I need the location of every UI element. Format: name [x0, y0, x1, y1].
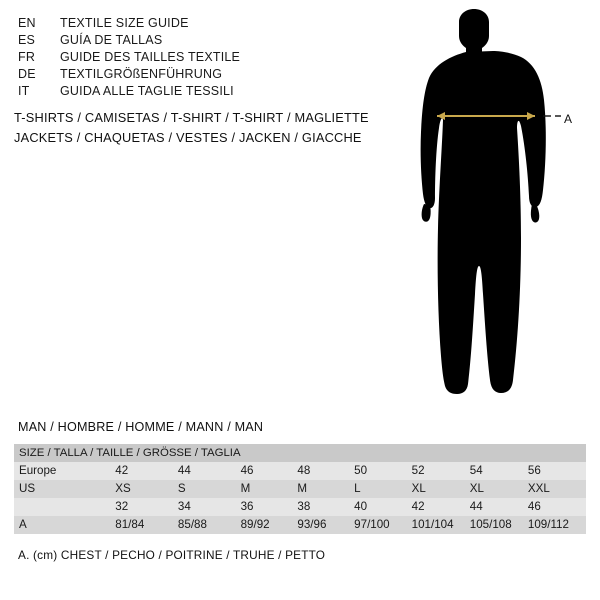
language-title: TEXTILE SIZE GUIDE	[60, 16, 189, 30]
cell: 52	[412, 462, 470, 480]
language-title: GUIDA ALLE TAGLIE TESSILI	[60, 84, 234, 98]
table-footnote: A. (cm) CHEST / PECHO / POITRINE / TRUHE / PETTO	[18, 548, 326, 562]
garment-category-list	[14, 110, 414, 150]
table-group-title: MAN / HOMBRE / HOMME / MANN / MAN	[18, 420, 264, 434]
cell: 101/104	[412, 516, 470, 534]
category-line-jackets: JACKETS / CHAQUETAS / VESTES / JACKEN / GIACCHE	[14, 130, 362, 145]
language-code: IT	[18, 84, 30, 98]
language-title: GUÍA DE TALLAS	[60, 33, 163, 47]
cell: 44	[470, 498, 528, 516]
cell: XS	[115, 480, 178, 498]
language-code: DE	[18, 67, 36, 81]
table-row	[14, 480, 586, 498]
language-title-list	[18, 16, 378, 101]
cell: XL	[470, 480, 528, 498]
cell: L	[354, 480, 411, 498]
table-header-row	[14, 444, 586, 462]
list-item	[18, 67, 378, 84]
cell: 42	[115, 462, 178, 480]
cell: 85/88	[178, 516, 241, 534]
size-table	[14, 444, 586, 534]
list-item	[18, 33, 378, 50]
cell: 48	[297, 462, 354, 480]
row-label-chest: A	[14, 516, 115, 534]
cell: 38	[297, 498, 354, 516]
language-title: TEXTILGRÖßENFÜHRUNG	[60, 67, 223, 81]
row-label-us: US	[14, 480, 115, 498]
cell: 46	[241, 462, 298, 480]
list-item	[18, 84, 378, 101]
cell: M	[297, 480, 354, 498]
cell: 56	[528, 462, 586, 480]
language-code: EN	[18, 16, 36, 30]
cell: 40	[354, 498, 411, 516]
cell: XXL	[528, 480, 586, 498]
cell: 46	[528, 498, 586, 516]
cell: 109/112	[528, 516, 586, 534]
list-item	[18, 50, 378, 67]
cell: 44	[178, 462, 241, 480]
row-label-numeric	[14, 498, 115, 516]
silhouette-icon	[395, 8, 595, 408]
cell: 36	[241, 498, 298, 516]
cell: 50	[354, 462, 411, 480]
man-silhouette-figure	[395, 8, 595, 408]
cell: XL	[412, 480, 470, 498]
cell: 81/84	[115, 516, 178, 534]
cell: 97/100	[354, 516, 411, 534]
cell: 89/92	[241, 516, 298, 534]
category-line-tshirts: T-SHIRTS / CAMISETAS / T-SHIRT / T-SHIRT / MAGLIETTE	[14, 110, 369, 125]
language-title: GUIDE DES TAILLES TEXTILE	[60, 50, 241, 64]
cell: 93/96	[297, 516, 354, 534]
language-code: FR	[18, 50, 36, 64]
cell: 105/108	[470, 516, 528, 534]
table-header-label: SIZE / TALLA / TAILLE / GRÖSSE / TAGLIA	[14, 444, 241, 462]
cell: S	[178, 480, 241, 498]
row-label-europe: Europe	[14, 462, 115, 480]
table-row	[14, 498, 586, 516]
cell: M	[241, 480, 298, 498]
table-row	[14, 516, 586, 534]
cell: 34	[178, 498, 241, 516]
chest-marker-label: A	[564, 112, 573, 126]
cell: 54	[470, 462, 528, 480]
table-row	[14, 462, 586, 480]
list-item	[18, 16, 378, 33]
cell: 32	[115, 498, 178, 516]
cell: 42	[412, 498, 470, 516]
language-code: ES	[18, 33, 36, 47]
table-header-filler	[241, 444, 586, 462]
